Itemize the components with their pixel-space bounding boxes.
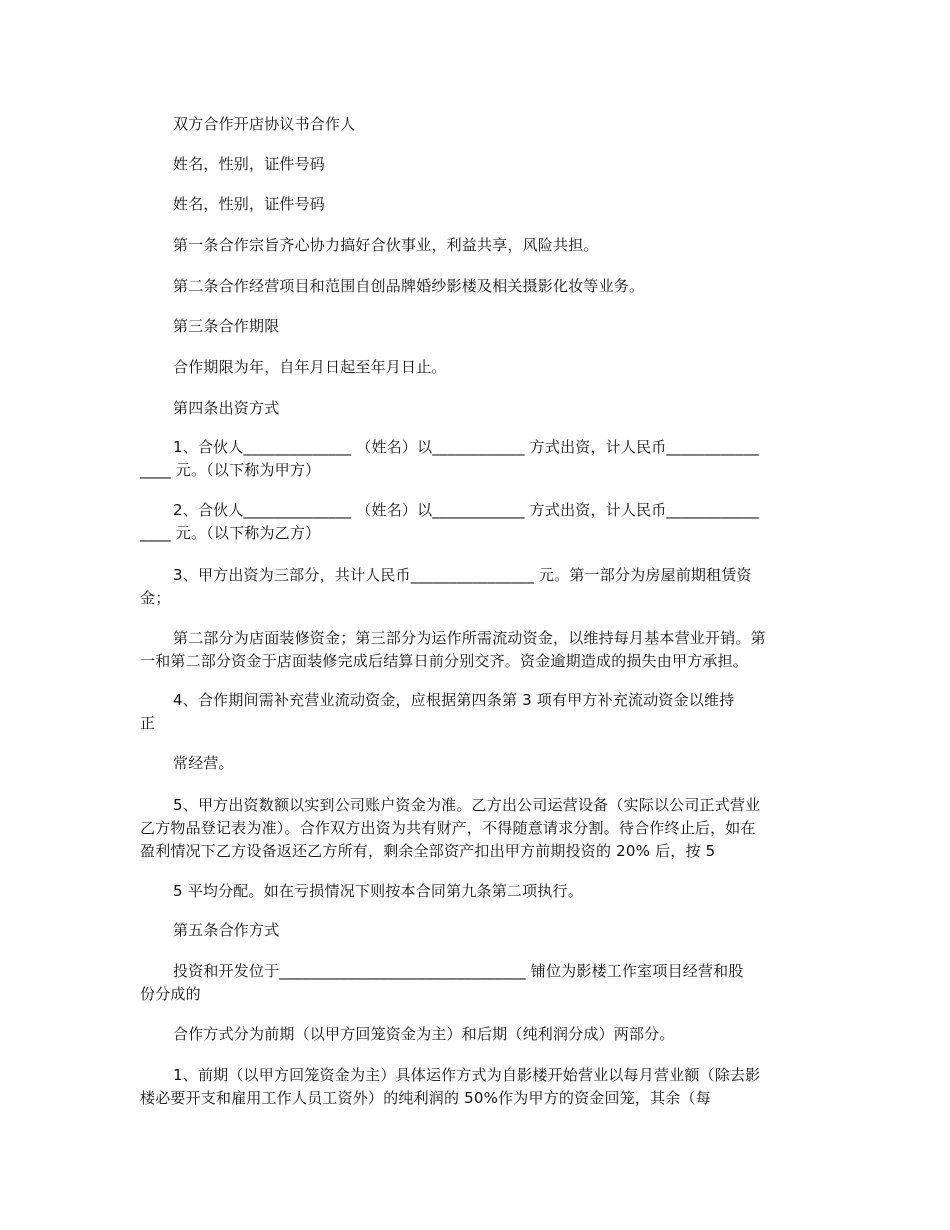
article-3-body: 合作期限为年，自年月日起至年月日止。 bbox=[173, 358, 447, 376]
clause-4-1-line-2: ____ 元。（以下称为甲方） bbox=[140, 461, 321, 479]
document-title: 双方合作开店协议书合作人 bbox=[173, 115, 356, 133]
paragraph-line-2: 一和第二部分资金于店面装修完成后结算日前分别交齐。资金逾期造成的损失由甲方承担。 bbox=[140, 652, 749, 670]
clause-5-1-line-2: 楼必要开支和雇用工作人员工资外）的纯利润的 50%作为甲方的资金回笼，其余（每 bbox=[140, 1089, 711, 1107]
clause-4-2-line-1: 2、合伙人______________ （姓名）以____________ 方式出资，计人民币____________ bbox=[173, 501, 759, 519]
clause-4-1-line-1: 1、合伙人______________ （姓名）以____________ 方式出资，计人民币____________ bbox=[173, 438, 759, 456]
clause-4-5-line-2: 乙方物品登记表为准）。合作双方出资为共有财产，不得随意请求分割。待合作终止后，如在 bbox=[140, 819, 756, 837]
clause-4-2-line-2: ____ 元。（以下称为乙方） bbox=[140, 524, 321, 542]
article-4-heading: 第四条出资方式 bbox=[173, 399, 280, 417]
paragraph-line-1: 第二部分为店面装修资金；第三部分为运作所需流动资金，以维持每月基本营业开销。第 bbox=[173, 629, 766, 647]
clause-4-4-continuation: 常经营。 bbox=[173, 754, 234, 772]
article-3-heading: 第三条合作期限 bbox=[173, 317, 280, 335]
article-1: 第一条合作宗旨齐心协力搞好合伙事业，利益共享，风险共担。 bbox=[173, 236, 599, 254]
clause-5-1-line-1: 1、前期（以甲方回笼资金为主）具体运作方式为自影楼开始营业以每月营业额（除去影 bbox=[173, 1066, 761, 1084]
article-5-body-line-1: 投资和开发位于________________________________ 铺位为影楼工作室项目经营和股 bbox=[173, 962, 744, 980]
clause-4-3-line-2: 金； bbox=[140, 589, 171, 607]
partner-b-info: 姓名，性别，证件号码 bbox=[173, 195, 326, 213]
clause-4-3-line-1: 3、甲方出资为三部分，共计人民币________________ 元。第一部分为房屋前期租赁资 bbox=[173, 566, 752, 584]
clause-4-5-line-3: 盈利情况下乙方设备返还乙方所有，剩余全部资产扣出甲方前期投资的 20% 后，按 5 bbox=[140, 842, 716, 860]
partner-a-info: 姓名，性别，证件号码 bbox=[173, 155, 326, 173]
article-5-heading: 第五条合作方式 bbox=[173, 921, 280, 939]
clause-4-5-line-1: 5、甲方出资数额以实到公司账户资金为准。乙方出公司运营设备（实际以公司正式营业 bbox=[173, 796, 761, 814]
article-5-body-line-2: 份分成的 bbox=[140, 985, 201, 1003]
clause-4-4-line-1: 4、合作期间需补充营业流动资金，应根据第四条第 3 项有甲方补充流动资金以维持 bbox=[173, 691, 735, 709]
clause-4-5-continuation: 5 平均分配。如在亏损情况下则按本合同第九条第二项执行。 bbox=[173, 882, 583, 900]
article-2: 第二条合作经营项目和范围自创品牌婚纱影楼及相关摄影化妆等业务。 bbox=[173, 277, 645, 295]
clause-4-4-line-2: 正 bbox=[140, 714, 156, 732]
cooperation-mode: 合作方式分为前期（以甲方回笼资金为主）和后期（纯利润分成）两部分。 bbox=[173, 1025, 675, 1043]
